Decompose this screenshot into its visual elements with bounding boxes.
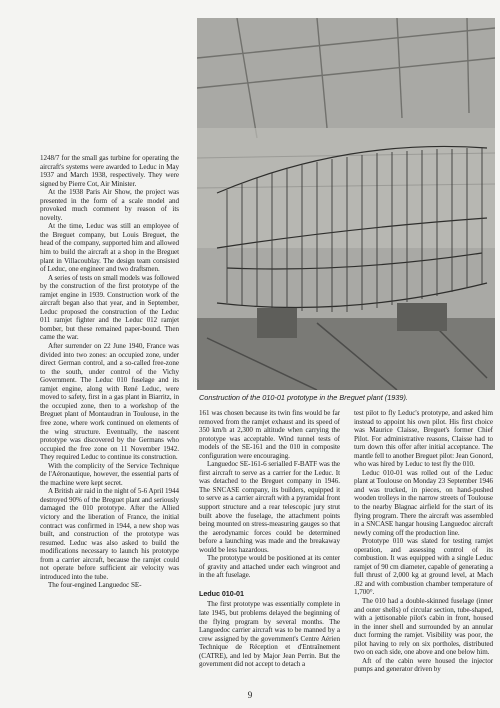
paragraph: Languedoc SE-161-6 serialled F-BATF was the first aircraft to serve as a carrier for the Leduc. It was detached to the Breguet company in 1946. The SNCASE company, its builders, equipped it to serve as a carrier aircraft with a pyramidal front support structure and a rear telescopic jury strut built above the fuselage, the attachment points being mounted on stress-measuring gauges so that the aerodynamic forces could be determined before a launching was made and the breakaway would be less hazardous. (199, 460, 340, 554)
paragraph: The first prototype was essentially complete in late 1945, but problems delayed the beginning of the flying program by several months. The Languedoc carrier aircraft was to be manned by a crew assigned by the government's Centre Aérien Technique de Réception et d'Entraînement (CATRE), and led by Major Jean Perrin. But the government did not accept to detach a (199, 600, 340, 669)
text-column-right (354, 409, 493, 674)
paragraph: After surrender on 22 June 1940, France was divided into two zones: an occupied zone, under direct German control, and a so-called free-zone to the south, under control of the Vichy Government. The Leduc 010 fuselage and its ramjet engine, along with René Leduc, were moved to safety, first in a gas plant in Biarritz, in the occupied zone, then to a workshop of the Breguet plant of Montaudran in Toulouse, in the free zone, where work continued on elements of the wing structure. Eventually, the nascent prototype was discovered by the Germans who occupied the free zone on 11 November 1942. They required Leduc to continue its construction. (40, 342, 179, 462)
paragraph: A series of tests on small models was followed by the construction of the first prototype of the ramjet engine in 1939. Construction work of the aircraft began also that year, and in September, Leduc proposed the construction of the Leduc 011 ramjet fighter and the Leduc 012 ramjet bomber, but these remained paper-bound. Then came the war. (40, 273, 179, 342)
paragraph: Prototype 010 was slated for testing ramjet operation, and assessing control of its combustion. It was equipped with a single Leduc ramjet of 90 cm diameter, capable of generating a full thrust of 2,000 kg at ground level, at Mach .82 and with combustion chamber temperature of 1,700°. (354, 537, 493, 597)
text-column-middle (199, 409, 340, 669)
paragraph: The prototype would be positioned at its center of gravity and attached under each wingroot and in the aft fuselage. (199, 554, 340, 580)
paragraph: Aft of the cabin were housed the injector pumps and generator driven by (354, 656, 493, 674)
paragraph: A British air raid in the night of 5-6 April 1944 destroyed 90% of the Breguet plant and seriously damaged the 010 prototype. After the Allied victory and the liberation of France, the initial contract was confirmed in 1944, a new shop was built, and construction of the prototype was resumed. Leduc was also asked to build the modifications necessary to launch his prototype from a carrier aircraft, because the ramjet could not operate before sufficient air velocity was introduced into the tube. (40, 487, 179, 581)
photo-illustration (197, 18, 495, 390)
page-number: 9 (247, 690, 253, 700)
paragraph: The 010 had a double-skinned fuselage (inner and outer shells) of circular section, tube-shaped, with a jettisonable pilot's cabin in front, housed in the inner shell and surrounded by an annular duct forming the ramjet. Visibility was poor, the pilot having to rely on six portholes, distributed two on each side, one above and one below him. (354, 597, 493, 657)
paragraph: 1248/7 for the small gas turbine for operating the aircraft's systems were awarded to Leduc in May 1937 and March 1938, respectively. They were signed by Pierre Cot, Air Minister. (40, 154, 179, 188)
paragraph: test pilot to fly Leduc's prototype, and asked him instead to appoint his own pilot. His first choice was Maurice Claisse, Breguet's former Chief Pilot. For administrative reasons, Claisse had to turn down this offer after initial acceptance. The mantle fell to another Breguet pilot: Jean Gonord, who was hired by Leduc to test fly the 010. (354, 409, 493, 469)
paragraph: Leduc 010-01 was rolled out of the Leduc plant at Toulouse on Monday 23 September 1946 and was trucked, in pieces, on hand-pushed wooden trolleys in the narrow streets of Toulouse to the nearby Blagnac airfield for the start of its flying program. There the aircraft was assembled in a SNCASE hangar housing Languedoc aircraft newly coming off the production line. (354, 468, 493, 537)
photo-caption: Construction of the 010-01 prototype in the Breguet plant (1939). (199, 393, 408, 402)
prototype-construction-photo (197, 18, 495, 390)
section-heading: Leduc 010-01 (199, 588, 244, 598)
paragraph: 161 was chosen because its twin fins would be far removed from the ramjet exhaust and its speed of 350 km/h at 2,300 m altitude when carrying the prototype was acceptable. Wind tunnel tests of models of the SE-161 and the 010 in composite configuration were encouraging. (199, 409, 340, 460)
text-column-left (40, 154, 179, 590)
paragraph: At the time, Leduc was still an employee of the Breguet company, but Louis Breguet, the head of the company, supported him and allowed him to build the aircraft at a shop in the Breguet plant in Villacoublay. The design team consisted of Leduc, one engineer and two draftsmen. (40, 222, 179, 274)
paragraph: The four-engined Languedoc SE- (48, 581, 142, 590)
paragraph: At the 1938 Paris Air Show, the project was presented in the form of a scale model and provoked much comment by reason of its novelty. (40, 188, 179, 222)
paragraph: With the complicity of the Service Technique de l'Aéronautique, however, the essential parts of the machine were kept secret. (40, 461, 179, 487)
